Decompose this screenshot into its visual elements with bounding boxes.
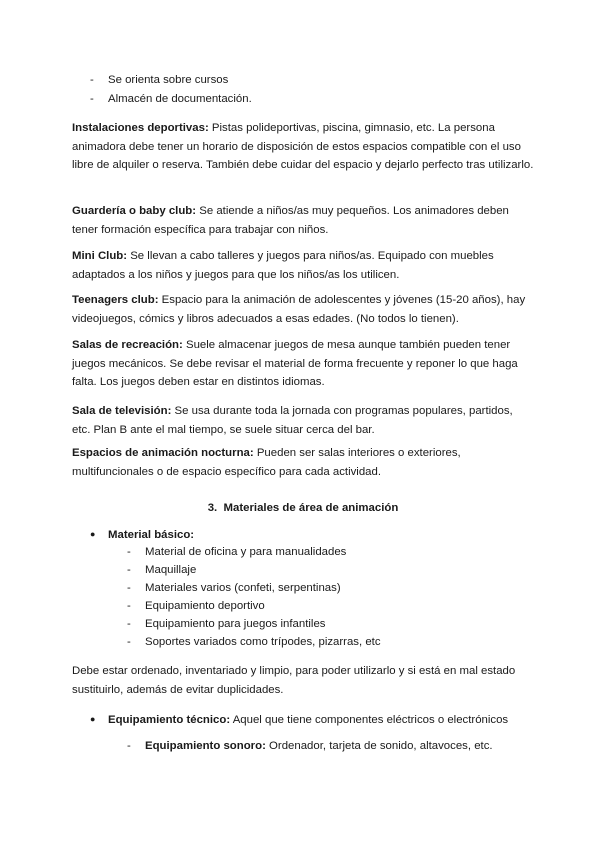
paragraph-teenagers [72, 291, 534, 328]
list-item [127, 579, 341, 597]
term-body: Suele almacenar juegos de mesa aunque también pueden tener juegos mecánicos. Se debe revisar el material de forma frecuente y reponer lo que haga falta. Los juegos deben estar en distintos idiomas. [72, 339, 518, 388]
bullet-dot-icon: ● [90, 714, 96, 724]
term-body: Se llevan a cabo talleres y juegos para niños/as. Equipado con muebles adaptados a los niños y juegos para que los niños/as los utilicen. [72, 250, 494, 281]
dash-marker: - [127, 618, 131, 630]
heading-text: Materiales de área de animación [223, 502, 399, 514]
list-item [90, 91, 252, 107]
list-item [127, 615, 325, 633]
paragraph-instalaciones [72, 119, 534, 175]
sub-body: Ordenador, tarjeta de sonido, altavoces, etc. [265, 740, 493, 752]
paragraph-guarderia [72, 202, 534, 239]
list-item-text: Soportes variados como trípodes, pizarras, etc [145, 636, 381, 648]
paragraph-television [72, 402, 534, 439]
list-item [127, 543, 346, 561]
dash-marker: - [90, 74, 94, 86]
dash-marker: - [127, 636, 131, 648]
dash-marker: - [90, 93, 94, 105]
list-item-text: Se orienta sobre cursos [108, 74, 229, 86]
paragraph-recreacion [72, 336, 534, 392]
term-title: Sala de televisión: [72, 405, 172, 417]
bullet-body: Aquel que tiene componentes eléctricos o electrónicos [230, 714, 509, 726]
bullet-equipamiento-tecnico [90, 710, 508, 729]
term-body: Pistas polideportivas, piscina, gimnasio, etc. La persona animadora debe tener un horario de disposición de estos espacios compatible con el uso libre de alquiler o reserva. También debe cuidar del espacio y dejarlo perfecto tras utilizarlo. [72, 122, 534, 171]
dash-marker: - [127, 600, 131, 612]
term-body: Pueden ser salas interiores o exteriores, multifuncionales o de espacio específico para cada actividad. [72, 447, 461, 478]
list-item-text: Material de oficina y para manualidades [145, 546, 347, 558]
term-body: Se usa durante toda la jornada con programas populares, partidos, etc. Plan B ante el mal tiempo, se suele situar cerca del bar. [72, 405, 513, 436]
list-item-text: Materiales varios (confeti, serpentinas) [145, 582, 341, 594]
term-title: Espacios de animación nocturna: [72, 447, 254, 459]
list-item [90, 72, 228, 88]
dash-marker: - [127, 564, 131, 576]
term-title: Guardería o baby club: [72, 205, 197, 217]
dash-marker: - [127, 740, 131, 752]
list-item [127, 597, 265, 615]
bullet-title: Equipamiento técnico: [108, 714, 231, 726]
term-title: Mini Club: [72, 250, 128, 262]
bullet-dot-icon: ● [90, 529, 96, 539]
list-item [127, 633, 381, 651]
paragraph-orden: Debe estar ordenado, inventariado y limpio, para poder utilizarlo y si está en mal estado sustituirlo, además de evitar duplicidades. [72, 665, 516, 696]
list-item-text: Maquillaje [145, 564, 197, 576]
dash-marker: - [127, 582, 131, 594]
term-body: Espacio para la animación de adolescentes y jóvenes (15-20 años), hay videojuegos, cómics y libros adecuados a esas edades. (No todos lo tienen). [72, 294, 526, 325]
bullet-title: Material básico: [108, 529, 195, 541]
list-item [127, 737, 493, 755]
list-item-text: Almacén de documentación. [108, 93, 252, 105]
term-title: Instalaciones deportivas: [72, 122, 209, 134]
section-heading [72, 499, 534, 517]
list-item [127, 561, 196, 579]
term-title: Salas de recreación: [72, 339, 183, 351]
term-body: Se atiende a niños/as muy pequeños. Los animadores deben tener formación específica para trabajar con niños. [72, 205, 509, 236]
paragraph-mini-club [72, 247, 534, 284]
bullet-material-basico [90, 525, 194, 544]
sub-title: Equipamiento sonoro: [145, 740, 266, 752]
list-item-text: Equipamiento para juegos infantiles [145, 618, 326, 630]
heading-number: 3. [207, 502, 218, 514]
list-item-text: Equipamiento deportivo [145, 600, 265, 612]
paragraph-nocturna [72, 444, 534, 481]
term-title: Teenagers club: [72, 294, 159, 306]
dash-marker: - [127, 546, 131, 558]
